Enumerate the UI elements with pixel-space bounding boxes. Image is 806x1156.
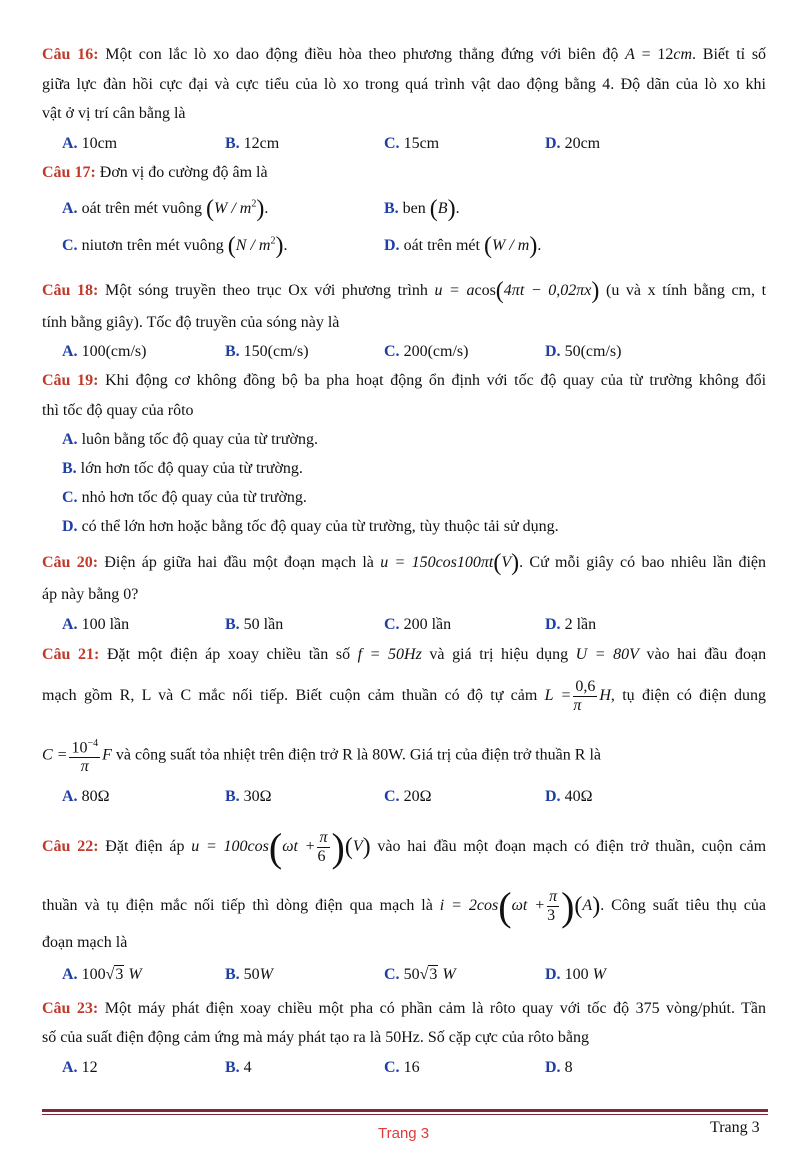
q20-label: Câu 20: (42, 554, 99, 571)
q16-line1 (42, 46, 766, 64)
q20-line2: áp này bằng 0? (42, 586, 139, 603)
option-label: B. (225, 966, 240, 983)
q18-text-end: (u và x tính bằng cm, t (606, 282, 767, 299)
q22-i-arg: ωt + (511, 897, 546, 914)
q22-i-unit: A (582, 897, 593, 914)
option-unit: W (442, 966, 456, 983)
q21-C-den: π (80, 758, 89, 776)
q21-text2: mạch gồm R, L và C mắc nối tiếp. Biết cuộn cảm thuần có độ tự cảm (42, 687, 538, 705)
q20-option-b[interactable] (225, 616, 283, 634)
q22-line1: Câu 22: Đặt điện áp u = 100cos(ωt + $\frac{\pi}{6}$ )(V) vào hai đầu một đoạn mạch có điện trở thuần, cuộn cảm (42, 825, 767, 870)
q18-eq-arg: 4πt − 0,02πx (503, 282, 592, 299)
option-text: nhỏ hơn tốc độ quay của từ trường. (81, 489, 307, 506)
q18-option-c[interactable] (384, 343, 468, 361)
q21-L-left: L = (544, 687, 572, 705)
q22-i-fraction (547, 888, 559, 925)
option-text: 10cm (81, 135, 118, 152)
q21-C-exp: −4 (87, 738, 99, 749)
q23-option-a[interactable] (62, 1059, 98, 1077)
q21-u-eq: U = 80V (575, 646, 639, 663)
option-text: 20cm (564, 135, 601, 152)
option-label: D. (62, 518, 78, 535)
option-math: B (437, 200, 448, 217)
option-label: D. (545, 135, 561, 152)
q22-option-c[interactable] (384, 966, 456, 984)
q21-C-num: 10 (71, 739, 88, 757)
q17-option-a[interactable]: A. oát trên mét vuông $(W / m^2)$. (62, 196, 269, 222)
option-label: C. (384, 343, 400, 360)
q18-option-a[interactable] (62, 343, 146, 361)
q19-option-a[interactable] (62, 431, 318, 449)
option-label: B. (225, 1059, 240, 1076)
q22-u-arg: ωt + (282, 838, 316, 855)
option-label: D. (545, 966, 561, 983)
footer-rule-thick (42, 1109, 768, 1112)
option-label: B. (225, 343, 240, 360)
q23-line2: số của suất điện động cảm ứng mà máy phát tạo ra là 50Hz. Số cặp cực của rôto bằng (42, 1029, 589, 1046)
option-text: 15cm (403, 135, 440, 152)
option-text: luôn bằng tốc độ quay của từ trường. (81, 431, 318, 448)
option-value: 50 (243, 966, 260, 983)
q21-f-eq: f = 50Hz (357, 646, 422, 663)
option-label: B. (62, 460, 77, 477)
q21-option-d[interactable] (545, 788, 592, 806)
q19-option-c[interactable] (62, 489, 307, 507)
q21-L-fraction (573, 678, 597, 715)
q22-option-d[interactable] (545, 966, 606, 984)
q22-text-end: vào hai đầu một đoạn mạch có điện trở thuần, cuộn cảm (377, 838, 767, 855)
option-unit: W (592, 966, 606, 983)
q22-u-den: 6 (317, 847, 326, 865)
q16-amp-var: A (625, 46, 635, 63)
option-text: oát trên mét vuông (81, 200, 202, 217)
q20-text-end: . Cứ mỗi giây có bao nhiêu lần điện (519, 554, 767, 571)
q16-text: Một con lắc lò xo dao động điều hòa theo phương thẳng đứng với biên độ (105, 46, 619, 63)
q20-option-d[interactable] (545, 616, 596, 634)
q22-option-b[interactable] (225, 966, 273, 984)
option-radicand: 3 (115, 966, 124, 983)
q18-eq-cos: cos (474, 282, 496, 299)
q18-text: Một sóng truyền theo trục Ox với phương trình (105, 282, 428, 299)
q21-text2-end: , tụ điện có điện dung (610, 687, 767, 705)
option-value: 50 (403, 966, 420, 983)
option-text: 12cm (243, 135, 280, 152)
sqrt-symbol: √3 (105, 966, 124, 983)
q19-text: Khi động cơ không đồng bộ ba pha hoạt động ổn định với tốc độ quay của từ trường không đổi (105, 372, 767, 389)
q19-line2: thì tốc độ quay của rôto (42, 402, 194, 419)
option-label: B. (225, 788, 240, 805)
q16-line2: giữa lực đàn hồi cực đại và cực tiểu của lò xo trong quá trình vật dao động bằng 4. Độ dãn của lò xo khi (42, 76, 766, 93)
q21-C-fraction (69, 735, 100, 776)
q22-u-num: π (319, 828, 328, 846)
footer-page-number-right: Trang 3 (710, 1119, 760, 1136)
option-label: A. (62, 616, 78, 633)
footer-rule-thin (42, 1114, 768, 1115)
option-unit: W (259, 966, 273, 983)
option-label: A. (62, 343, 78, 360)
option-label: C. (384, 966, 400, 983)
q23-line1 (42, 1000, 766, 1018)
option-label: A. (62, 431, 78, 448)
q21-option-a[interactable] (62, 788, 109, 806)
q20-text: Điện áp giữa hai đầu một đoạn mạch là (104, 554, 374, 571)
q21-L-num: 0,6 (575, 678, 596, 695)
q19-option-d[interactable] (62, 518, 559, 536)
option-text: 50(cm/s) (564, 343, 622, 360)
option-text: lớn hơn tốc độ quay của từ trường. (80, 460, 303, 477)
q19-line1 (42, 372, 766, 390)
option-label: D. (384, 237, 400, 254)
q16-text-end: . Biết tỉ số (692, 46, 767, 63)
q16-amp-eq: = 12 (634, 46, 674, 63)
q17-option-b[interactable]: B. ben (B). (384, 196, 460, 222)
option-text: 200(cm/s) (403, 343, 469, 360)
option-label: A. (62, 200, 78, 217)
option-radicand: 3 (429, 966, 438, 983)
q21-label: Câu 21: (42, 646, 100, 663)
q18-line1: Câu 18: Một sóng truyền theo trục Ox với phương trình u = acos(4πt − 0,02πx) (u và x tính bằng cm, t (42, 278, 767, 304)
q21-text3: và công suất tỏa nhiệt trên điện trở R là 80W. Giá trị của điện trở thuần R là (115, 746, 601, 764)
option-label: B. (225, 616, 240, 633)
option-label: A. (62, 1059, 78, 1076)
q18-eq-left: u = a (434, 282, 475, 299)
q23-text: Một máy phát điện xoay chiều một pha có phần cảm là rôto quay với tốc độ 375 vòng/phút. Tần (104, 1000, 767, 1017)
option-text: ben (402, 200, 426, 217)
q22-text2-end: . Công suất tiêu thụ của (600, 897, 767, 914)
option-unit: W (128, 966, 142, 983)
option-label: B. (384, 200, 399, 217)
q21-line2 (42, 678, 766, 715)
q18-option-d[interactable] (545, 343, 621, 361)
q16-option-b[interactable] (225, 135, 279, 153)
q20-option-a[interactable] (62, 616, 129, 634)
q17-line1 (42, 164, 268, 182)
option-text: 40Ω (564, 788, 593, 805)
option-text: 100 lần (81, 616, 130, 633)
option-label: C. (384, 1059, 400, 1076)
q23-option-b[interactable] (225, 1059, 252, 1077)
q16-option-a[interactable] (62, 135, 117, 153)
q20-line1: Câu 20: Điện áp giữa hai đầu một đoạn mạch là u = 150cos100πt(V). Cứ mỗi giây có bao nhiêu lần điện (42, 550, 767, 576)
option-label: B. (225, 135, 240, 152)
option-text: 100(cm/s) (81, 343, 147, 360)
q21-text-mid: và giá trị hiệu dụng (429, 646, 569, 663)
option-text: 30Ω (243, 788, 272, 805)
sqrt-symbol: √3 (419, 966, 438, 983)
q21-text: Đặt một điện áp xoay chiều tần số (106, 646, 351, 663)
option-label: A. (62, 788, 78, 805)
q22-option-a[interactable] (62, 966, 142, 984)
q22-text2: thuần và tụ điện mắc nối tiếp thì dòng điện qua mạch là (42, 897, 433, 914)
option-label: C. (384, 788, 400, 805)
q19-label: Câu 19: (42, 372, 99, 389)
q22-i-den: 3 (547, 906, 556, 924)
q21-line1 (42, 646, 766, 664)
option-text: có thể lớn hơn hoặc bằng tốc độ quay của từ trường, tùy thuộc tải sử dụng. (81, 518, 559, 535)
q17-text: Đơn vị đo cường độ âm là (99, 164, 268, 181)
q22-i-num: π (549, 887, 558, 905)
q17-option-c[interactable]: C. niutơn trên mét vuông $(N / m^2)$. (62, 233, 288, 259)
q18-option-b[interactable] (225, 343, 309, 361)
q21-line3 (42, 735, 601, 776)
option-label: C. (384, 616, 400, 633)
option-label: A. (62, 966, 78, 983)
option-text: 20Ω (403, 788, 432, 805)
option-value: 100 (564, 966, 589, 983)
q18-label: Câu 18: (42, 282, 99, 299)
option-label: D. (545, 343, 561, 360)
footer-page-number-center: Trang 3 (378, 1125, 430, 1142)
q22-i-left: i = 2cos (439, 897, 499, 914)
option-text: 4 (243, 1059, 252, 1076)
option-label: D. (545, 788, 561, 805)
q21-C-unit: F (102, 746, 112, 764)
option-math: N / m (235, 237, 271, 254)
q16-option-d[interactable] (545, 135, 600, 153)
q16-line3: vật ở vị trí cân bằng là (42, 105, 186, 122)
option-math: W / m (491, 237, 530, 254)
option-label: C. (384, 135, 400, 152)
q22-text: Đặt điện áp (105, 838, 185, 855)
option-text: 200 lần (403, 616, 452, 633)
option-label: A. (62, 135, 78, 152)
q20-option-c[interactable] (384, 616, 451, 634)
q21-C-left: C = (42, 746, 68, 764)
option-text: oát trên mét (403, 237, 480, 254)
option-text: 50 lần (243, 616, 284, 633)
q22-u-fraction (317, 829, 329, 866)
q19-option-b[interactable] (62, 460, 303, 478)
option-text: 80Ω (81, 788, 110, 805)
option-text: 2 lần (564, 616, 597, 633)
q16-option-c[interactable] (384, 135, 439, 153)
option-value: 100 (81, 966, 106, 983)
q22-line2: thuần và tụ điện mắc nối tiếp thì dòng điện qua mạch là i = 2cos(ωt + $\frac{\pi}{3}$ )(A). Công suất tiêu thụ của (42, 884, 767, 929)
q16-amp-unit: cm (673, 46, 693, 63)
q20-eq-unit: V (501, 554, 512, 571)
option-label: D. (545, 616, 561, 633)
q21-text-end: vào hai đầu đoạn (646, 646, 767, 663)
q17-label: Câu 17: (42, 164, 96, 181)
q21-L-den: π (573, 697, 582, 714)
option-label: D. (545, 1059, 561, 1076)
q20-eq: u = 150cos100πt (380, 554, 494, 571)
q21-option-c[interactable] (384, 788, 431, 806)
q22-label: Câu 22: (42, 838, 99, 855)
option-text: 8 (564, 1059, 573, 1076)
q18-line2: tính bằng giây). Tốc độ truyền của sóng này là (42, 314, 340, 331)
q21-L-unit: H (599, 687, 611, 705)
q21-option-b[interactable] (225, 788, 272, 806)
q23-option-c[interactable] (384, 1059, 420, 1077)
option-label: C. (62, 237, 78, 254)
option-label: C. (62, 489, 78, 506)
q22-u-unit: V (352, 838, 363, 855)
q23-option-d[interactable] (545, 1059, 573, 1077)
q22-u-left: u = 100cos (191, 838, 269, 855)
q23-label: Câu 23: (42, 1000, 99, 1017)
q22-line3: đoạn mạch là (42, 934, 128, 951)
option-text: 16 (403, 1059, 420, 1076)
option-text: 150(cm/s) (243, 343, 309, 360)
option-math: W / m (213, 200, 252, 217)
option-text: niutơn trên mét vuông (81, 237, 224, 254)
option-text: 12 (81, 1059, 98, 1076)
q17-option-d[interactable]: D. oát trên mét (W / m). (384, 233, 542, 259)
q16-label: Câu 16: (42, 46, 99, 63)
